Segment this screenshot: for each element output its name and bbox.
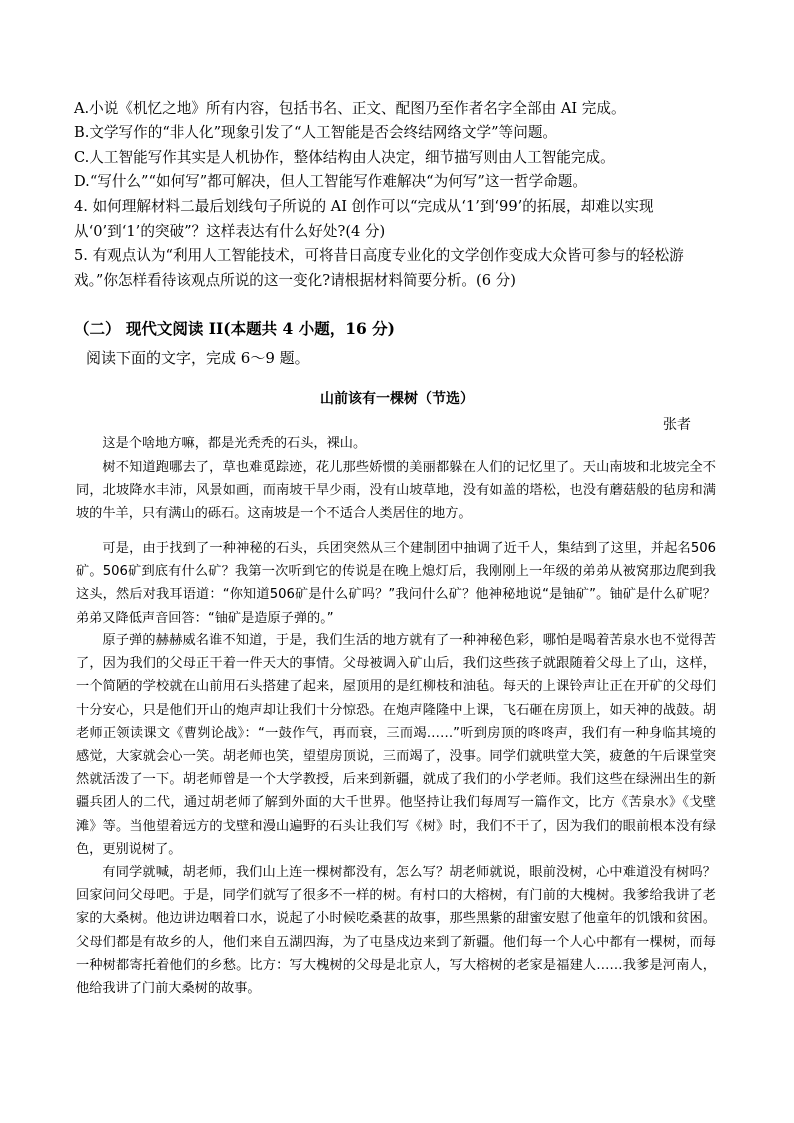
option-a: A.小说《机忆之地》所有内容，包括书名、正文、配图乃至作者名字全部由 AI 完成。 (74, 100, 626, 117)
option-c: C.人工智能写作其实是人机协作，整体结构由人决定，细节描写则由人工智能完成。 (74, 149, 615, 166)
passage-author: 张者 (663, 417, 691, 433)
section-instruction: 阅读下面的文字，完成 6～9 题。 (86, 349, 310, 367)
option-d: D.“写什么”“如何写”都可解决，但人工智能写作难解决“为何写”这一哲学命题。 (74, 173, 587, 190)
question-4: 4. 如何理解材料二最后划线句子所说的 AI 创作可以“完成从‘1’到‘99’的拓展，却难以实现从‘0’到‘1’的突破”？这样表达有什么好处?(4 分) (74, 198, 654, 240)
section-heading: （二） 现代文阅读 II(本题共 4 小题，16 分) (74, 319, 396, 338)
option-b: B.文学写作的“非人化”现象引发了“人工智能是否会终结网络文学”等问题。 (74, 124, 558, 141)
paragraph: 原子弹的赫赫威名谁不知道，于是，我们生活的地方就有了一种神秘色彩，哪怕是喝着苦泉水也不觉得苦了，因为我们的父母正干着一件天大的事情。父母被调入矿山后，我们这些孩子就跟随着父母上了山，这样，一个简陋的学校就在山前用石头搭建了起来，屋顶用的是红柳枝和油毡。每天的上课铃声让正在开矿的父母们十分安心，只是他们开山的炮声却让我们十分惊恐。在炮声隆隆中上课，飞石砸在房顶上，如天神的战鼓。胡老师正领读课文《曹刿论战》：“一鼓作气，再而衰，三而竭……”听到房顶的咚咚声，我们有一种身临其境的感觉，大家就会心一笑。胡老师也笑，望望房顶说，三而竭了，没事。同学们就哄堂大笑，疲惫的午后课堂突然就活泼了一下。胡老师曾是一个大学教授，后来到新疆，就成了我们的小学老师。我们这些在绿洲出生的新疆兵团人的二代，通过胡老师了解到外面的大千世界。他坚持让我们每周写一篇作文，比方《苦泉水》《戈壁滩》等。当他望着远方的戈壁和漫山遍野的石头让我们写《树》时，我们不干了，因为我们的眼前根本没有绿色，更别说树了。 (76, 633, 716, 857)
paragraph: 可是，由于找到了一种神秘的石头，兵团突然从三个建制团中抽调了近千人，集结到了这里，并起名506矿。506矿到底有什么矿？我第一次听到它的传说是在晚上熄灯后，我刚刚上一年级的弟弟从被窝那边爬到我这头，然后对我耳语道：“你知道506矿是什么矿吗？”我问什么矿？他神秘地说“是铀矿”。铀矿是什么矿呢？弟弟又降低声音回答：“铀矿是造原子弹的。” (76, 541, 716, 626)
paragraph: 树不知道跑哪去了，草也难觅踪迹，花儿那些娇惯的美丽都躲在人们的记忆里了。天山南坡和北坡完全不同，北坡降水丰沛，风景如画，而南坡干旱少雨，没有山坡草地，没有如盖的塔松，也没有蘑菇般的毡房和满坡的牛羊，只有满山的砾石。这南坡是一个不适合人类居住的地方。 (76, 460, 716, 522)
passage-title: 山前该有一棵树（节选） (320, 391, 474, 407)
paragraph: 有同学就喊，胡老师，我们山上连一棵树都没有，怎么写？胡老师就说，眼前没树，心中难道没有树吗？回家问问父母吧。于是，同学们就写了很多不一样的树。有村口的大榕树，有门前的大槐树。我爹给我讲了老家的大桑树。他边讲边咽着口水，说起了小时候吃桑葚的故事，那些黑紫的甜蜜安慰了他童年的饥饿和贫困。父母们都是有故乡的人，他们来自五湖四海，为了屯垦戍边来到了新疆。他们每一个人心中都有一棵树，而每一种树都寄托着他们的乡愁。比方：写大槐树的父母是北京人，写大榕树的老家是福建人……我爹是河南人，他给我讲了门前大桑树的故事。 (76, 865, 716, 997)
question-5: 5. 有观点认为“利用人工智能技术，可将昔日高度专业化的文学创作变成大众皆可参与的轻松游戏。”你怎样看待该观点所说的这一变化?请根据材料简要分析。(6 分) (74, 247, 684, 289)
paragraph: 这是个啥地方嘛，都是光秃秃的石头，裸山。 (102, 436, 367, 451)
